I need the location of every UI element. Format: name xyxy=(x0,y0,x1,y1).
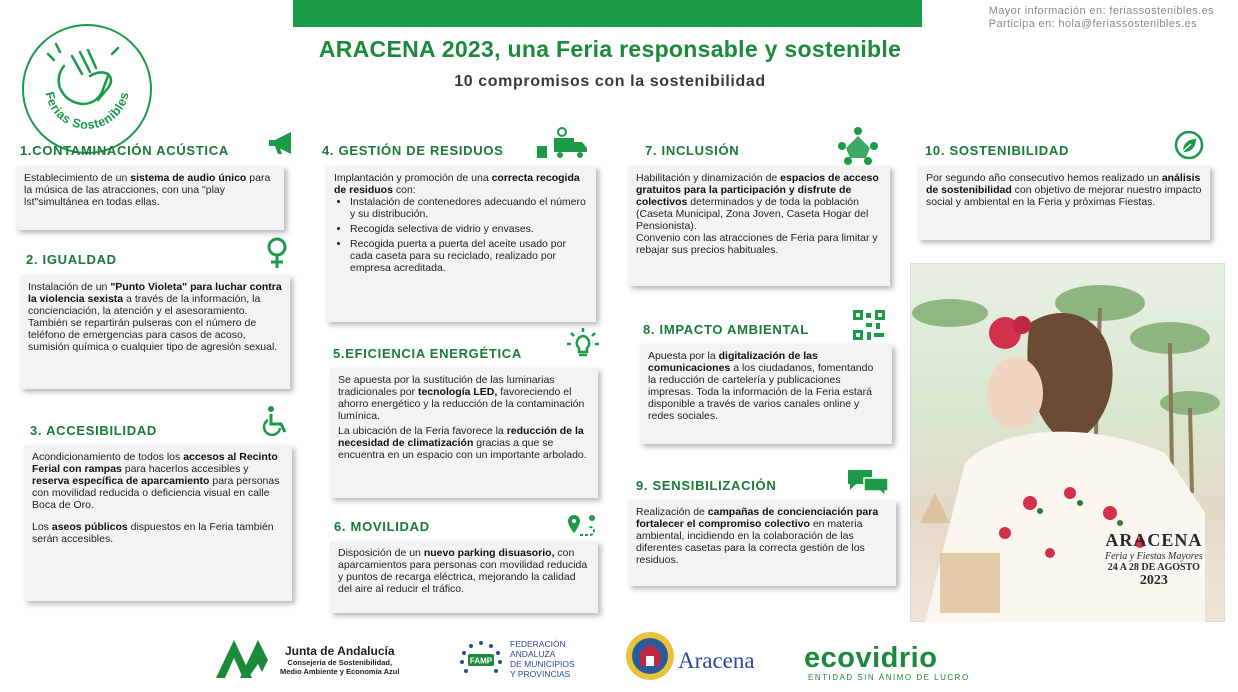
section-10-title: 10. SOSTENIBILIDAD xyxy=(925,143,1070,158)
list-item: • Recogida selectiva de vidrio y envases. xyxy=(350,223,588,235)
section-7-box xyxy=(628,166,890,286)
famp-line3: DE MUNICIPIOS xyxy=(510,659,575,669)
junta-name: Junta de Andalucía xyxy=(284,644,395,658)
top-green-bar xyxy=(293,0,922,27)
famp-line2: ANDALUZA xyxy=(510,649,556,659)
megaphone-icon xyxy=(266,130,298,156)
section-5-text: Se apuesta por la sustitución de las luminarias tradicionales por tecnología LED, favoreciendo el ahorro energético y la reducción de la contaminación lumínica. xyxy=(338,374,585,422)
waste-truck-icon xyxy=(534,126,590,162)
svg-text:Ferias Sostenibles xyxy=(42,90,131,132)
section-9-box xyxy=(628,500,896,586)
contact-info xyxy=(989,5,1214,31)
junta-text xyxy=(280,644,399,676)
section-1-text: Establecimiento de un sistema de audio único para la música de las atracciones, con una "play lst"simultánea en todas ellas. xyxy=(24,172,271,208)
junta-sub1: Consejería de Sostenibilidad, xyxy=(287,658,393,667)
section-10-box xyxy=(918,166,1210,240)
route-pin-icon xyxy=(566,513,600,541)
section-1-title: 1.CONTAMINACIÓN ACÚSTICA xyxy=(20,143,229,158)
contact-participate[interactable]: Participa en: hola@feriassostenibles.es xyxy=(988,18,1198,30)
logo-text: Ferias Sostenibles xyxy=(42,90,132,133)
ecovidrio-tagline: ENTIDAD SIN ÁNIMO DE LUCRO xyxy=(808,673,970,682)
aracena-wordmark: Aracena xyxy=(678,648,755,673)
poster-caption xyxy=(1105,530,1203,589)
clapping-hands-icon xyxy=(24,26,150,152)
poster-title: ARACENA xyxy=(1105,530,1203,550)
section-3-text-2: Los aseos públicos dispuestos en la Feria también serán accesibles. xyxy=(32,521,274,545)
female-symbol-icon xyxy=(265,236,289,270)
aracena-coat-of-arms-icon xyxy=(624,630,676,687)
page-subtitle: 10 compromisos con la sostenibilidad xyxy=(454,73,766,90)
chat-bubbles-icon xyxy=(846,468,890,496)
section-6-box xyxy=(330,541,598,613)
section-2-text: Instalación de un "Punto Violeta" para luchar contra la violencia sexista a través de la información, la concienciación, la atención y el asesoramiento. xyxy=(28,281,282,317)
famp-abbr: FAMP xyxy=(469,656,493,666)
section-2-title: 2. IGUALDAD xyxy=(26,252,117,267)
people-circle-icon xyxy=(836,126,880,166)
ecovidrio-wordmark: ecovidrio xyxy=(804,642,938,674)
section-5-title: 5.EFICIENCIA ENERGÉTICA xyxy=(333,346,522,361)
page-title: ARACENA 2023, una Feria responsable y sostenible xyxy=(318,36,902,62)
section-2-box xyxy=(20,275,290,389)
section-4-text: Implantación y promoción de una correcta recogida de residuos con: xyxy=(334,172,580,196)
list-item: • Instalación de contenedores adecuando el número y su distribución. xyxy=(350,196,588,220)
junta-andalucia-logo xyxy=(212,636,270,687)
section-9-text: Realización de campañas de concienciación para fortalecer el compromiso colectivo en materia ambiental, incidiendo en la colaboración de las diferentes casetas para la correcta gestión de los residuos. xyxy=(636,506,879,566)
list-item: • Recogida puerta a puerta del aceite usado por cada caseta para su reciclado, realizado por empresa acreditada. xyxy=(350,238,588,274)
section-4-title: 4. GESTIÓN DE RESIDUOS xyxy=(322,143,504,158)
leaf-circle-icon xyxy=(1174,130,1204,160)
section-10-text: Por segundo año consecutivo hemos realizado un análisis de sostenibilidad con objetivo de mejorar nuestro impacto social y ambiental en la Feria y próximas Fiestas. xyxy=(926,172,1202,208)
section-6-text: Disposición de un nuevo parking disuasorio, con aparcamientos para personas con movilidad reducida y puntos de recarga eléctrica, mejorando la calidad del aire al reducir el tráfico. xyxy=(338,547,588,595)
section-9-title: 9. SENSIBILIZACIÓN xyxy=(636,478,777,493)
section-5-text-2: La ubicación de la Feria favorece la reducción de la necesidad de climatización gracias a que se encuentra en un espacio con un importante arbolado. xyxy=(338,425,587,461)
qr-code-icon xyxy=(852,309,886,341)
wheelchair-icon xyxy=(260,404,292,436)
lightbulb-icon xyxy=(566,327,600,361)
ferias-sostenibles-logo xyxy=(22,24,152,154)
section-6-title: 6. MOVILIDAD xyxy=(334,519,430,534)
section-8-text: Apuesta por la digitalización de las comunicaciones a los ciudadanos, fomentando la reducción de cartelería y publicaciones impresas. Toda la información de la Feria estará disponible a través de varios canales online y redes sociales. xyxy=(648,350,874,422)
junta-sub2: Medio Ambiente y Economía Azul xyxy=(280,667,400,676)
junta-emblem-icon xyxy=(212,636,270,682)
famp-text xyxy=(510,639,575,679)
section-1-box xyxy=(16,166,284,230)
famp-line1: FEDERACIÓN xyxy=(510,639,566,649)
poster-dates: 24 A 28 DE AGOSTO xyxy=(1107,562,1200,573)
section-7-text-2: Convenio con las atracciones de Feria para limitar y rebajar sus precios habituales. xyxy=(636,232,878,256)
section-7-title: 7. INCLUSIÓN xyxy=(645,143,740,158)
famp-logo xyxy=(458,640,504,683)
section-4-list xyxy=(334,196,588,274)
section-2-text-2: También se repartirán pulseras con el número de teléfono de emergencias para casos de acoso, sumisión química o cualquier tipo de agresión sexual. xyxy=(28,317,278,353)
section-3-text: Acondicionamiento de todos los accesos al Recinto Ferial con rampas para hacerlos accesibles y reserva específica de aparcamiento para personas con movilidad reducida o deficiencia visual en calle Boca de Oro. xyxy=(32,451,280,511)
contact-more-info[interactable]: Mayor información en: feriassostenibles.es xyxy=(988,5,1214,17)
famp-line4: Y PROVINCIAS xyxy=(510,669,571,679)
poster-year: 2023 xyxy=(1139,573,1168,588)
section-7-text: Habilitación y dinamización de espacios de acceso gratuitos para la participación y disfrute de colectivos determinados y de toda la población (Caseta Municipal, Zona Joven, Caseta Hogar del Pensionista). xyxy=(636,172,879,232)
poster-subtitle: Feria y Fiestas Mayores xyxy=(1105,551,1203,562)
famp-emblem-icon xyxy=(458,640,504,678)
section-8-title: 8. IMPACTO AMBIENTAL xyxy=(643,322,809,337)
section-8-box xyxy=(640,344,892,444)
section-4-box xyxy=(326,166,596,322)
section-3-box xyxy=(24,445,292,601)
section-3-title: 3. ACCESIBILIDAD xyxy=(30,423,158,438)
section-5-box xyxy=(330,368,598,498)
